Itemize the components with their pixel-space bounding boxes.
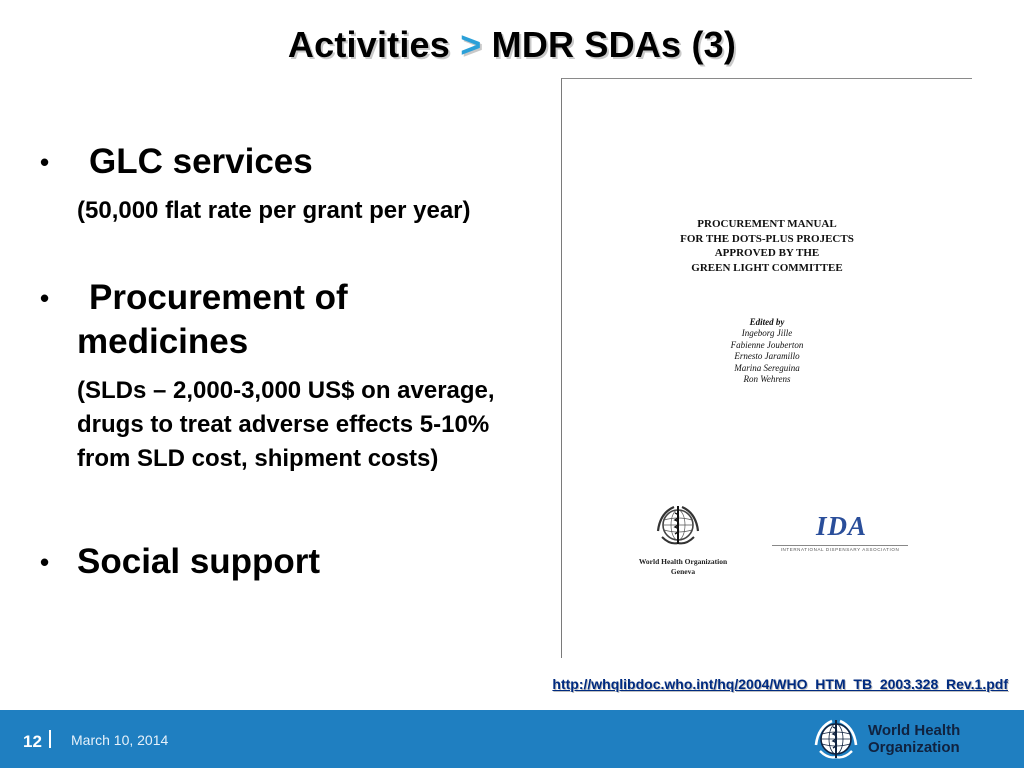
footer-org-name [868, 722, 960, 756]
cover-editors [672, 317, 862, 385]
who-footer-logo [812, 714, 992, 764]
bullet-item-social-support [40, 540, 520, 584]
who-city: Geneva [670, 567, 696, 576]
title-main: Activities [287, 24, 461, 65]
bullet-dot: • [40, 147, 50, 177]
bullet-label: Social support [77, 542, 321, 581]
who-name: World Health Organization [638, 557, 728, 566]
page-number: 12 [23, 732, 42, 751]
cover-title-line: FOR THE DOTS-PLUS PROJECTS [680, 232, 854, 245]
editor-name: Ingeborg Jille [741, 328, 793, 339]
org-line-1: World Health [868, 722, 961, 739]
bullet-label: GLC services [89, 142, 313, 181]
slide-title [0, 24, 1024, 66]
org-line-2: Organization [868, 739, 960, 756]
who-org-label [618, 557, 748, 577]
bullet-detail: (SLDs – 2,000-3,000 US$ on average, drugs to treat adverse effects 5-10% from SLD cost, shipment costs) [77, 377, 495, 472]
cover-title-line: GREEN LIGHT COMMITTEE [691, 261, 843, 274]
document-cover-image [561, 78, 972, 658]
cover-title [622, 217, 912, 275]
bullet-item-glc [40, 140, 520, 184]
who-emblem-icon [654, 501, 702, 549]
bullet-detail: (50,000 flat rate per grant per year) [77, 197, 471, 224]
title-arrow: > [460, 24, 482, 65]
ida-full-name: INTERNATIONAL DISPENSARY ASSOCIATION [772, 545, 908, 552]
edited-by-label: Edited by [749, 317, 785, 327]
title-rest: MDR SDAs (3) [481, 24, 737, 65]
bullet-label: Procurement of medicines [77, 278, 348, 361]
source-link[interactable]: http://whqlibdoc.who.int/hq/2004/WHO_HTM_TB_2003.328_Rev.1.pdf [552, 676, 1008, 692]
cover-title-line: APPROVED BY THE [714, 247, 820, 259]
bullet-dot: • [40, 547, 50, 577]
ida-logo: IDA [816, 511, 868, 541]
editor-name: Fabienne Jouberton [730, 339, 804, 350]
footer-date: March 10, 2014 [71, 732, 169, 748]
footer-bar [0, 710, 1024, 768]
editor-name: Ernesto Jaramillo [734, 351, 800, 362]
bullet-list [40, 140, 520, 584]
footer-separator [49, 730, 51, 748]
editor-name: Ron Wehrens [743, 374, 791, 385]
cover-title-line: PROCUREMENT MANUAL [697, 218, 837, 230]
bullet-dot: • [40, 283, 50, 313]
editor-name: Marina Sereguina [734, 362, 800, 373]
bullet-item-procurement [40, 276, 520, 364]
who-emblem-icon [812, 715, 860, 763]
